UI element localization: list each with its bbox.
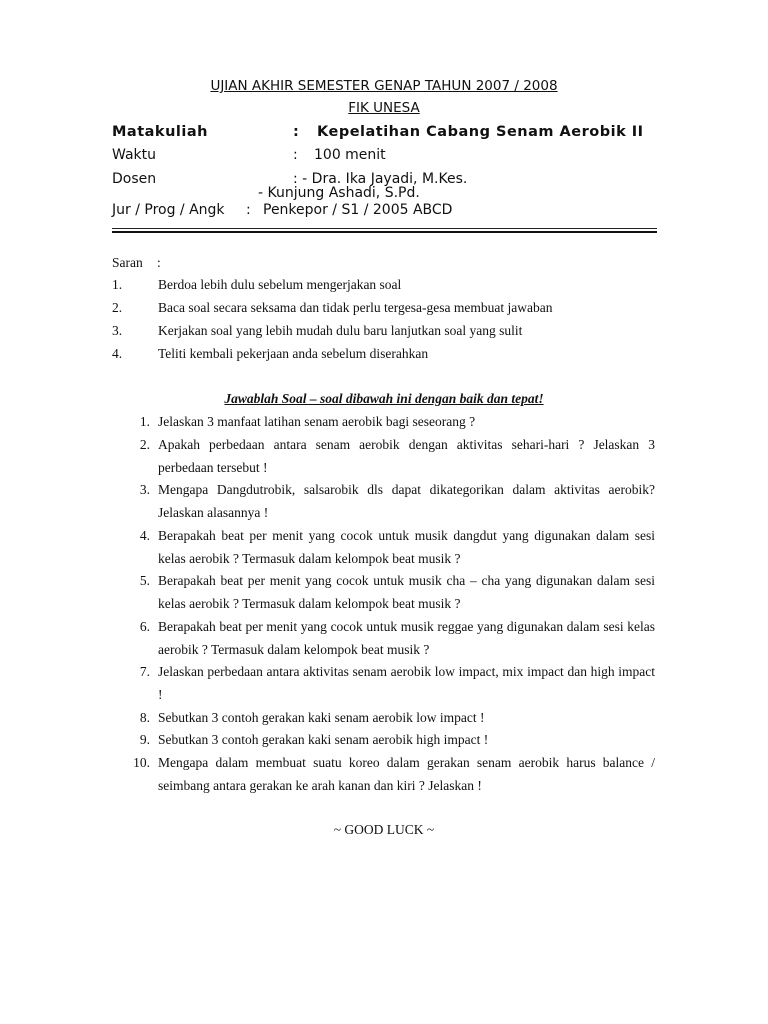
question-number: 1. — [139, 414, 150, 429]
program-colon: : — [246, 202, 251, 218]
question-number: 5. — [139, 573, 150, 588]
course-value: Kepelatihan Cabang Senam Aerobik II — [317, 124, 644, 140]
tip-number: 1. — [112, 277, 123, 292]
institution-title: FIK UNESA — [348, 100, 420, 116]
question-number: 3. — [139, 482, 150, 497]
question-number: 2. — [139, 437, 150, 452]
tip-text: Teliti kembali pekerjaan anda sebelum diserahkan — [158, 346, 429, 361]
tip-number: 2. — [112, 300, 123, 315]
question-number: 9. — [139, 732, 150, 747]
lecturer-second: - Kunjung Ashadi, S.Pd. — [258, 185, 420, 201]
question-text: Mengapa dalam membuat suatu koreo dalam gerakan senam aerobik harus balance / seimbang antara gerakan ke arah kanan dan kiri ? Jelaskan ! — [158, 755, 655, 793]
program-value: Penkepor / S1 / 2005 ABCD — [263, 202, 453, 218]
question-text: Berapakah beat per menit yang cocok untuk musik dangdut yang digunakan dalam sesi kelas aerobik ? Termasuk dalam kelompok beat musik ? — [158, 528, 655, 566]
question-text: Berapakah beat per menit yang cocok untuk musik cha – cha yang digunakan dalam sesi kelas aerobik ? Termasuk dalam kelompok beat musik ? — [158, 573, 655, 611]
tip-number: 4. — [112, 346, 123, 361]
time-value: 100 menit — [314, 147, 386, 163]
program-label: Jur / Prog / Angk — [112, 202, 225, 218]
question-number: 10. — [133, 755, 150, 770]
good-luck-footer: ~ GOOD LUCK ~ — [333, 822, 435, 837]
time-colon: : — [293, 147, 298, 163]
question-text: Sebutkan 3 contoh gerakan kaki senam aerobik low impact ! — [158, 710, 485, 725]
question-number: 7. — [139, 664, 150, 679]
question-text: Jelaskan 3 manfaat latihan senam aerobik bagi seseorang ? — [158, 414, 476, 429]
tip-text: Berdoa lebih dulu sebelum mengerjakan soal — [158, 277, 402, 292]
course-colon: : — [293, 124, 300, 140]
header-divider-thick — [112, 231, 657, 233]
tips-label: Saran — [112, 255, 143, 270]
question-number: 4. — [139, 528, 150, 543]
tip-text: Kerjakan soal yang lebih mudah dulu baru lanjutkan soal yang sulit — [158, 323, 523, 338]
header-divider-thin — [112, 228, 657, 229]
tips-colon: : — [157, 255, 161, 270]
question-text: Berapakah beat per menit yang cocok untuk musik reggae yang digunakan dalam sesi kelas aerobik ? Termasuk dalam kelompok beat musik ? — [158, 619, 655, 657]
course-label: Matakuliah — [112, 124, 208, 140]
question-number: 8. — [139, 710, 150, 725]
question-number: 6. — [139, 619, 150, 634]
lecturer-first: : - Dra. Ika Jayadi, M.Kes. — [293, 171, 468, 187]
question-text: Apakah perbedaan antara senam aerobik dengan aktivitas sehari-hari ? Jelaskan 3 perbedaan tersebut ! — [158, 437, 655, 475]
exam-title: UJIAN AKHIR SEMESTER GENAP TAHUN 2007 / 2008 — [210, 78, 558, 94]
tip-number: 3. — [112, 323, 123, 338]
question-text: Sebutkan 3 contoh gerakan kaki senam aerobik high impact ! — [158, 732, 489, 747]
question-text: Mengapa Dangdutrobik, salsarobik dls dapat dikategorikan dalam aktivitas aerobik? Jelaskan alasannya ! — [158, 482, 655, 520]
instruction-heading: Jawablah Soal – soal dibawah ini dengan baik dan tepat! — [224, 391, 544, 406]
time-label: Waktu — [112, 147, 156, 163]
question-text: Jelaskan perbedaan antara aktivitas senam aerobik low impact, mix impact dan high impact ! — [158, 664, 655, 702]
lecturer-label: Dosen — [112, 171, 157, 187]
tip-text: Baca soal secara seksama dan tidak perlu tergesa-gesa membuat jawaban — [158, 300, 553, 315]
